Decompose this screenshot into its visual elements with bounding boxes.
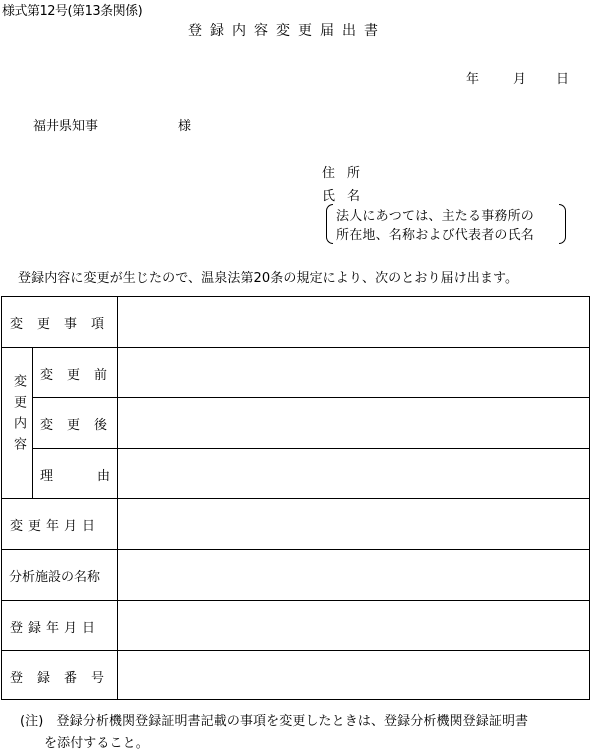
column-divider <box>117 296 118 700</box>
column-divider <box>32 347 33 498</box>
date-year-label: 年 <box>466 72 480 87</box>
row-divider <box>1 600 590 601</box>
statement: 登録内容に変更が生じたので、温泉法第20条の規定により、次のとおり届け出ます。 <box>18 271 519 286</box>
left-bracket <box>326 204 333 244</box>
facility-name-label: 分析施設の名称 <box>9 570 101 585</box>
note-line2: を添付すること。 <box>44 736 149 751</box>
reason-label: 理由 <box>40 469 155 484</box>
right-bracket <box>559 204 566 244</box>
row-divider <box>32 448 590 449</box>
name-label: 氏名 <box>322 189 373 204</box>
note-line1: (注) 登録分析機関登録証明書記載の事項を変更したときは、登録分析機関登録証明書 <box>20 714 529 729</box>
registration-number-label: 登録番号 <box>10 671 119 686</box>
honorific: 様 <box>178 119 192 134</box>
row-divider <box>1 549 590 550</box>
corporate-note <box>326 204 566 244</box>
corporate-note-line1: 法人にあつては、主たる事務所の <box>336 209 535 224</box>
row-divider <box>1 650 590 651</box>
change-content-label: 変更内容 <box>11 374 26 458</box>
address-label: 住所 <box>322 166 373 181</box>
before-label: 変更前 <box>40 368 122 383</box>
date-month-label: 月 <box>513 72 527 87</box>
date-day-label: 日 <box>556 72 570 87</box>
after-label: 変更後 <box>40 418 122 433</box>
change-item-label: 変更事項 <box>10 317 119 332</box>
change-date-label: 変更年月日 <box>10 519 101 534</box>
row-divider <box>1 498 590 499</box>
form-number: 様式第12号(第13条関係) <box>2 4 143 19</box>
corporate-note-line2: 所在地、名称および代表者の氏名 <box>336 228 535 243</box>
recipient: 福井県知事 <box>33 119 99 134</box>
registration-date-label: 登録年月日 <box>10 621 101 636</box>
row-divider <box>32 397 590 398</box>
document-title: 登録内容変更届出書 <box>188 23 386 39</box>
row-divider <box>1 347 590 348</box>
